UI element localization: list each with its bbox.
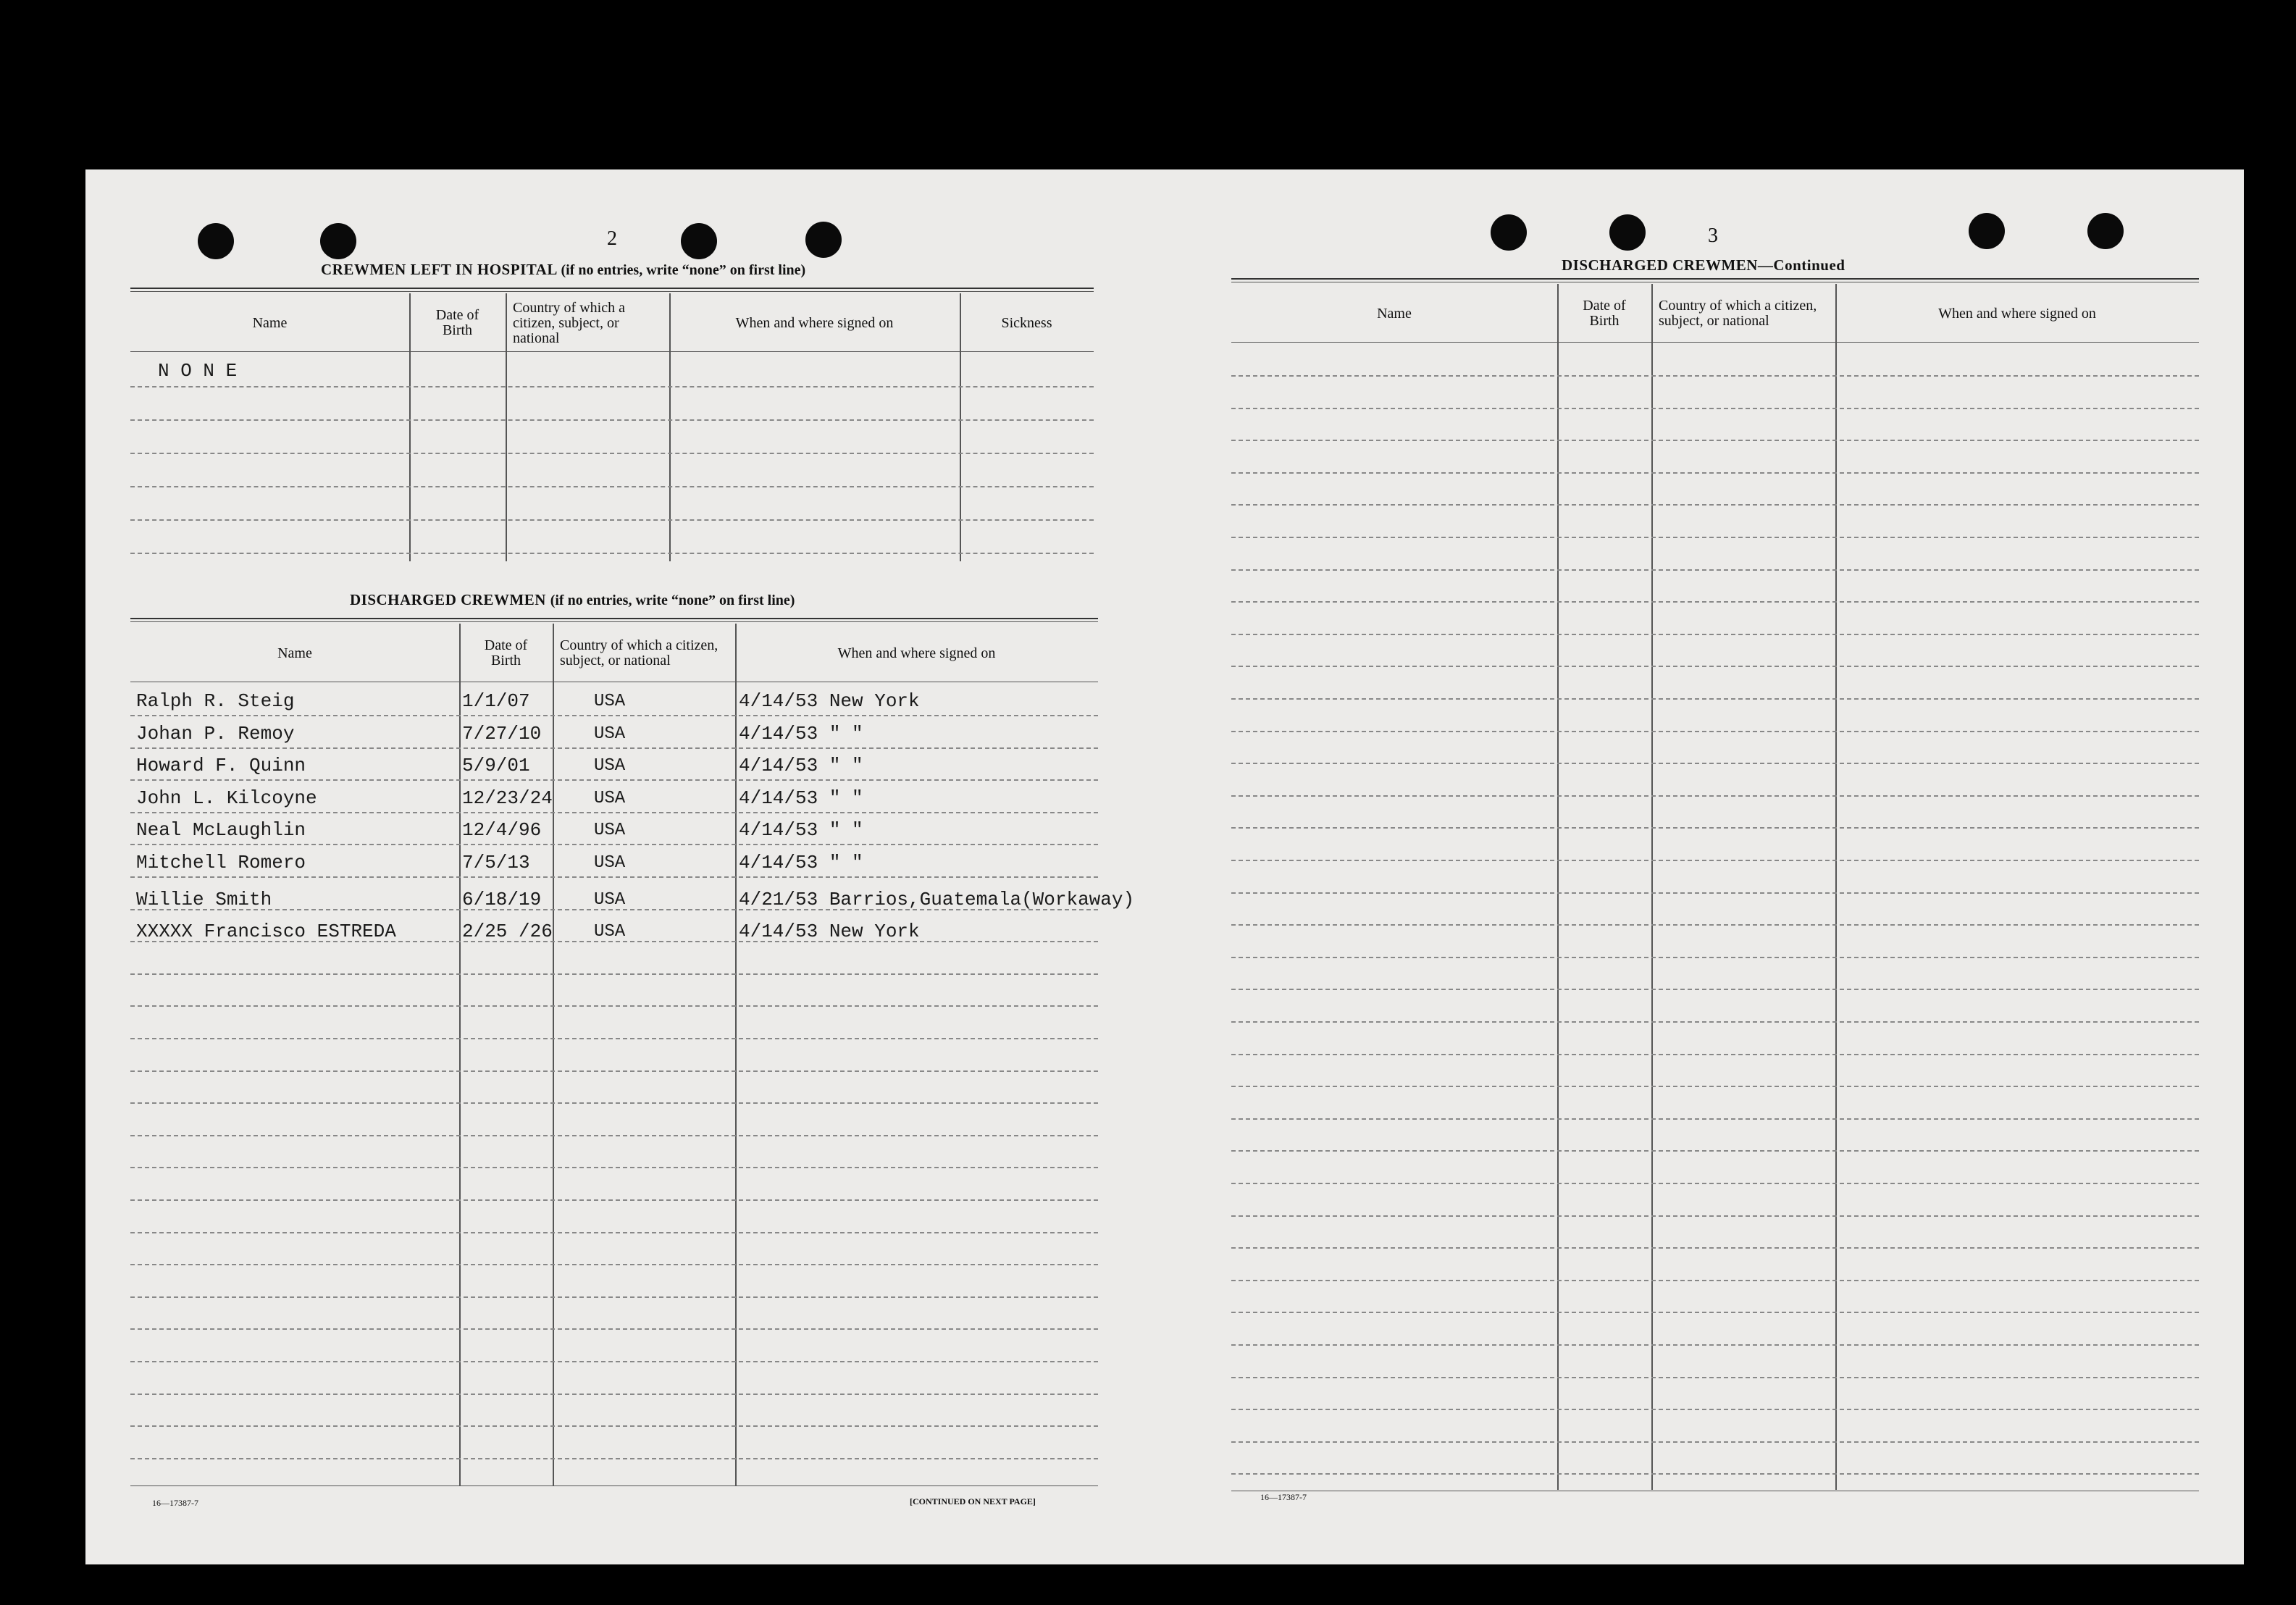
ruled-line: [130, 876, 1098, 878]
discharged-row-dob: 5/9/01: [462, 755, 530, 777]
ruled-line: [1231, 827, 2199, 829]
ruled-line: [1231, 440, 2199, 441]
ruled-line: [1231, 957, 2199, 958]
discharged-row-signed: 4/14/53 New York: [739, 690, 920, 712]
ruled-line: [130, 1361, 1098, 1362]
discharged-row-name: Ralph R. Steig: [136, 690, 295, 712]
ruled-line: [1231, 1441, 2199, 1443]
discharged-row-dob: 1/1/07: [462, 690, 530, 712]
hospital-entry-none: N O N E: [158, 360, 238, 382]
discharged-row-name: Johan P. Remoy: [136, 722, 295, 745]
hospital-col-dob: [409, 295, 506, 351]
ruled-line: [1231, 634, 2199, 635]
discharged-row-dob: 7/27/10: [462, 722, 542, 745]
ruled-line: [130, 1167, 1098, 1168]
ruled-line: [130, 973, 1098, 975]
discharged-row-name: Mitchell Romero: [136, 852, 306, 873]
hospital-col-signed: When and where signed on: [735, 314, 894, 331]
discharged-title-text: DISCHARGED CREWMEN: [350, 591, 546, 608]
discharged-col-name: Name: [277, 645, 312, 661]
continued-note: [CONTINUED ON NEXT PAGE]: [910, 1496, 1036, 1506]
discharged-col-country-text: Country of which a citizen, subject, or national: [560, 637, 718, 669]
ruled-line: [1231, 537, 2199, 538]
ruled-line: [1231, 1312, 2199, 1313]
right-col-signed: When and where signed on: [1938, 305, 2096, 322]
right-col-country-text: Country of which a citizen, subject, or national: [1659, 298, 1817, 329]
ruled-line: [130, 1038, 1098, 1039]
discharged-section-title: [350, 591, 795, 609]
page-number-left: 2: [607, 227, 617, 250]
ruled-line: [1231, 989, 2199, 990]
discharged-row-signed: 4/21/53 Barrios,Guatemala(Workaway): [739, 888, 1135, 910]
discharged-row-country: USA: [594, 889, 626, 910]
hospital-title-text: CREWMEN LEFT IN HOSPITAL: [321, 261, 557, 278]
discharged-row-signed: 4/14/53 " ": [739, 787, 863, 809]
ruled-line: [130, 812, 1098, 813]
ruled-line: [130, 1232, 1098, 1233]
discharged-table-right: [1231, 278, 2199, 1495]
discharged-continued-title: DISCHARGED CREWMEN—Continued: [1562, 256, 1845, 274]
hospital-title-note: (if no entries, write “none” on first line): [561, 262, 806, 278]
form-number-right: 16—17387-7: [1260, 1492, 1307, 1502]
discharged-row-country: USA: [594, 922, 626, 942]
hospital-section-title: [321, 261, 805, 279]
hospital-col-country-text: Country of which a citizen, subject, or national: [513, 299, 625, 346]
discharged-col-dob-text: Date of Birth: [484, 637, 528, 669]
discharged-row-name: Howard F. Quinn: [136, 755, 306, 777]
ruled-line: [1231, 1215, 2199, 1217]
discharged-col-country: [553, 625, 735, 682]
ruled-line: [1231, 666, 2199, 667]
ruled-line: [130, 1425, 1098, 1427]
ruled-line: [130, 1135, 1098, 1136]
discharged-col-signed: When and where signed on: [837, 645, 996, 661]
punch-hole: [805, 222, 842, 258]
discharged-title-note: (if no entries, write “none” on first line): [550, 592, 795, 608]
discharged-row-name: XXXXX Francisco ESTREDA: [136, 921, 396, 943]
ruled-line: [130, 1199, 1098, 1201]
ruled-line: [1231, 892, 2199, 894]
discharged-row-country: USA: [594, 692, 626, 711]
discharged-row-signed: 4/14/53 " ": [739, 722, 863, 745]
punch-hole: [2087, 213, 2124, 249]
discharged-row-country: USA: [594, 756, 626, 776]
ruled-line: [130, 747, 1098, 749]
ruled-line: [1231, 1021, 2199, 1023]
ruled-line: [130, 1264, 1098, 1265]
ruled-line: [1231, 1377, 2199, 1378]
discharged-row-signed: 4/14/53 " ": [739, 852, 863, 873]
discharged-row-dob: 6/18/19: [462, 888, 542, 910]
ruled-line: [130, 1296, 1098, 1298]
discharged-row-dob: 12/4/96: [462, 819, 542, 842]
ruled-line: [1231, 1344, 2199, 1346]
ruled-line: [1231, 731, 2199, 732]
ruled-line: [1231, 1473, 2199, 1475]
discharged-row-name: John L. Kilcoyne: [136, 787, 317, 809]
ruled-line: [1231, 763, 2199, 764]
ruled-line: [130, 1070, 1098, 1072]
discharged-row-country: USA: [594, 821, 626, 841]
discharged-row-dob: 2/25 /26: [462, 921, 553, 943]
ruled-line: [1231, 924, 2199, 926]
ruled-line: [1231, 504, 2199, 506]
ruled-line: [1231, 698, 2199, 700]
discharged-row-signed: 4/14/53 " ": [739, 819, 863, 842]
ruled-line: [130, 844, 1098, 845]
ruled-line: [130, 1458, 1098, 1459]
punch-hole: [1969, 213, 2005, 249]
ruled-line: [1231, 1054, 2199, 1055]
form-number-left: 16—17387-7: [152, 1498, 198, 1508]
discharged-row-name: Willie Smith: [136, 888, 272, 910]
discharged-table-left: [130, 618, 1135, 1487]
punch-hole: [1491, 214, 1527, 251]
ruled-line: [1231, 375, 2199, 377]
right-col-name: Name: [1377, 305, 1412, 322]
ruled-line: [130, 1005, 1098, 1007]
discharged-row-dob: 7/5/13: [462, 852, 530, 873]
hospital-col-sickness: Sickness: [1001, 314, 1052, 331]
discharged-col-dob: [459, 625, 553, 682]
punch-hole: [320, 223, 356, 259]
ruled-line: [130, 1394, 1098, 1395]
discharged-row-dob: 12/23/24: [462, 787, 553, 809]
right-col-dob-text: Date of Birth: [1583, 298, 1626, 329]
discharged-row-signed: 4/14/53 " ": [739, 755, 863, 777]
ruled-line: [1231, 1086, 2199, 1087]
ruled-line: [1231, 569, 2199, 571]
ruled-line: [1231, 795, 2199, 797]
ruled-line: [1231, 472, 2199, 474]
ruled-line: [1231, 408, 2199, 409]
ruled-line: [1231, 1280, 2199, 1281]
discharged-row-country: USA: [594, 724, 626, 744]
right-col-country: [1651, 285, 1835, 342]
ruled-line: [1231, 860, 2199, 861]
discharged-row-country: USA: [594, 853, 626, 873]
ruled-line: [1231, 1118, 2199, 1120]
punch-hole: [198, 223, 234, 259]
punch-hole: [1609, 214, 1646, 251]
hospital-col-name: Name: [252, 314, 288, 331]
discharged-row-signed: 4/14/53 New York: [739, 921, 920, 943]
ruled-line: [1231, 1183, 2199, 1184]
ruled-line: [1231, 1150, 2199, 1152]
hospital-col-dob-text: Date of Birth: [435, 307, 479, 338]
hospital-col-country: [506, 295, 669, 351]
ruled-line: [1231, 1409, 2199, 1410]
hospital-table: [130, 288, 1094, 563]
discharged-row-name: Neal McLaughlin: [136, 819, 306, 842]
ruled-line: [1231, 1247, 2199, 1249]
discharged-row-country: USA: [594, 788, 626, 808]
ruled-line: [1231, 601, 2199, 603]
ruled-line: [130, 1102, 1098, 1104]
punch-hole: [681, 223, 717, 259]
ruled-line: [130, 779, 1098, 781]
right-col-dob: [1557, 285, 1651, 342]
form-sheet: [85, 169, 2244, 1564]
ruled-line: [130, 715, 1098, 716]
ruled-line: [130, 1328, 1098, 1330]
page-number-right: 3: [1708, 225, 1718, 247]
